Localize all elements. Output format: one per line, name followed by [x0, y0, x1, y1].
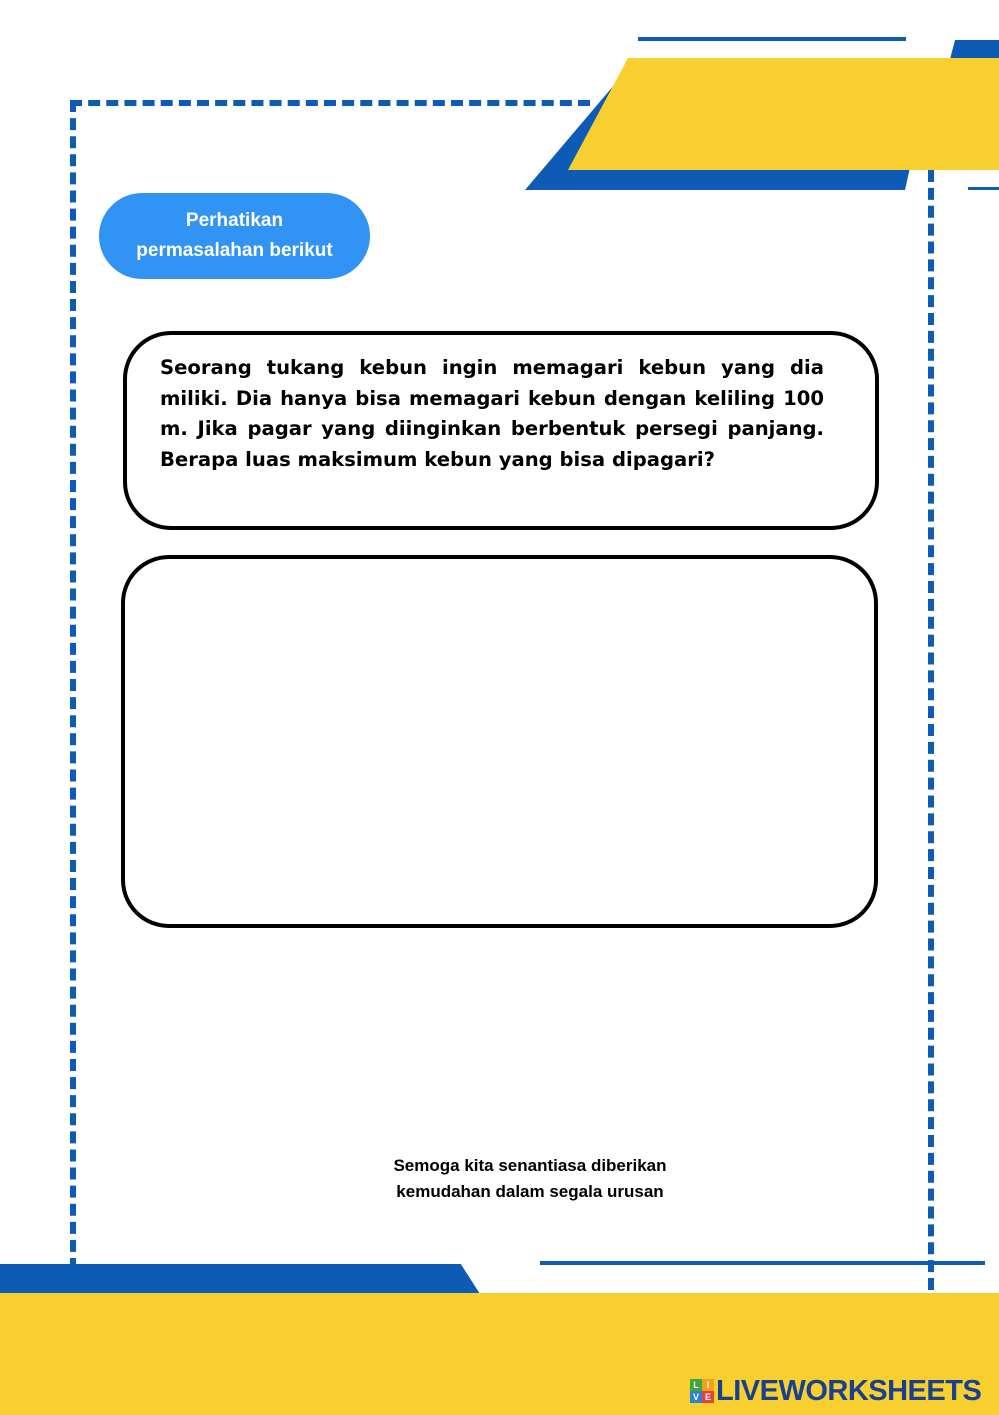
closing-message — [330, 1153, 730, 1205]
answer-box — [121, 555, 878, 928]
question-text: Seorang tukang kebun ingin memagari kebun yang dia miliki. Dia hanya bisa memagari kebun dengan keliling 100 m. Jika pagar yang diinginkan berbentuk persegi panjang. Berapa luas maksimum kebun yang bisa dipagari? — [160, 356, 824, 471]
question-box — [123, 331, 879, 530]
instruction-line-2: permasalahan berikut — [136, 240, 333, 261]
decor-banner-top — [520, 38, 999, 192]
instruction-line-1: Perhatikan — [185, 210, 284, 231]
decor-line-bottom — [540, 1261, 985, 1265]
brand-name: LIVEWORKSHEETS — [716, 1374, 982, 1407]
answer-input[interactable] — [145, 579, 854, 904]
decor-band-bottom — [0, 1264, 480, 1294]
liveworksheets-logo-icon: L I V E — [690, 1379, 714, 1403]
instruction-pill — [99, 193, 370, 279]
dashed-frame-right — [928, 170, 934, 1290]
decor-line-right — [968, 187, 999, 190]
dashed-frame-left — [70, 100, 76, 1270]
liveworksheets-brand — [690, 1373, 981, 1409]
dashed-frame-top — [70, 100, 590, 106]
closing-line-1: Semoga kita senantiasa diberikan — [393, 1156, 667, 1175]
closing-line-2: kemudahan dalam segala urusan — [396, 1182, 664, 1201]
